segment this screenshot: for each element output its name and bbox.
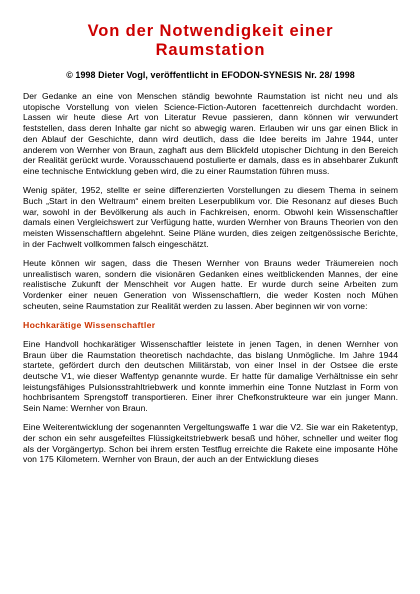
- body-paragraph: Eine Weiterentwicklung der sogenannten Vergeltungswaffe 1 war die V2. Sie war ein Raketentyp, der schon ein sehr ausgefeiltes Flüssigkeitstriebwerk besaß und höher, schneller und weiter flog als der Vorgängertyp. Schon bei ihrem ersten Testflug erreichte die Rakete eine imposante Höhe von 175 Kilometern. Wernher von Braun, der auch an der Entwicklung dieses: [23, 422, 398, 465]
- body-paragraph: Wenig später, 1952, stellte er seine differenzierten Vorstellungen zu diesem Thema in seinem Buch „Start in den Weltraum“ einem breiten Leserpublikum vor. Die Resonanz auf dieses Buch war, sowohl in der Bevölkerung als auch in Fachkreisen, enorm. Obwohl kein Wissenschaftler damals einen Vergleichswert zur Verfügung hatte, wurden Wernher von Brauns Theorien von den meisten Wissenschaftlern abgelehnt. Seine Pläne wurden, dies zeigen zeitgenössische Berichte, in der Fachwelt vollkommen falsch eingeschätzt.: [23, 185, 398, 249]
- copyright-subtitle: © 1998 Dieter Vogl, veröffentlicht in EFODON-SYNESIS Nr. 28/ 1998: [66, 70, 355, 80]
- section-heading: Hochkarätige Wissenschaftler: [23, 319, 156, 330]
- body-paragraph: Heute können wir sagen, dass die Thesen Wernher von Brauns weder Träumereien noch unrealistisch waren, sondern die visionären Gedanken eines weitblickenden Mannes, der eine realistische Zukunft der Menschheit vor Augen hatte. Er wurde durch seine Arbeiten zum Vordenker einer neuen Generation von Wissenschaftlern, die weder Kosten noch Mühen scheuten, seine Raumstation zur Realität werden zu lassen. Aber beginnen wir von vorne:: [23, 257, 398, 311]
- title-line-1: Von der Notwendigkeit einer: [87, 22, 334, 40]
- page-title: [23, 22, 398, 60]
- title-line-2: Raumstation: [155, 41, 266, 59]
- body-paragraph: Der Gedanke an eine von Menschen ständig bewohnte Raumstation ist nicht neu und als utopische Vorstellung von vielen Science-Fiction-Autoren facettenreich durchdacht worden. Lassen wir heute diese Art von Literatur Revue passieren, dann können wir verwundert feststellen, dass deren Inhalte gar nicht so abwegig waren. Erlauben wir uns gar einen Blick in den Ablauf der Geschichte, dann wird deutlich, dass die Idee bereits im Jahre 1944, unter anderem von Wernher von Braun, zaghaft aus dem Blickfeld utopischer Dichtung in den Bereich der Realität gerückt wurde. Vorausschauend postulierte er damals, dass es in absehbarer Zukunft eine technische Entwicklung geben wird, die zu einer Raumstation führen muss.: [23, 91, 398, 176]
- body-paragraph: Eine Handvoll hochkarätiger Wissenschaftler leistete in jenen Tagen, in denen Wernher von Braun über die Raumstation theoretisch nachdachte, das bislang Unmögliche. Im Jahre 1944 startete, gefördert durch den deutschen Militärstab, von einer Insel in der Ostsee die erste deutsche V1, wie dieser Waffentyp genannte wurde. Er hatte für damalige Verhältnisse ein sehr leistungsfähiges Pulsionsstrahltriebwerk und konnte immerhin eine Tonne Nutzlast in Form von hochbrisantem Sprengstoff transportieren. Einer ihrer Chefkonstrukteure war ein junger Mann. Sein Name: Wernher von Braun.: [23, 338, 398, 414]
